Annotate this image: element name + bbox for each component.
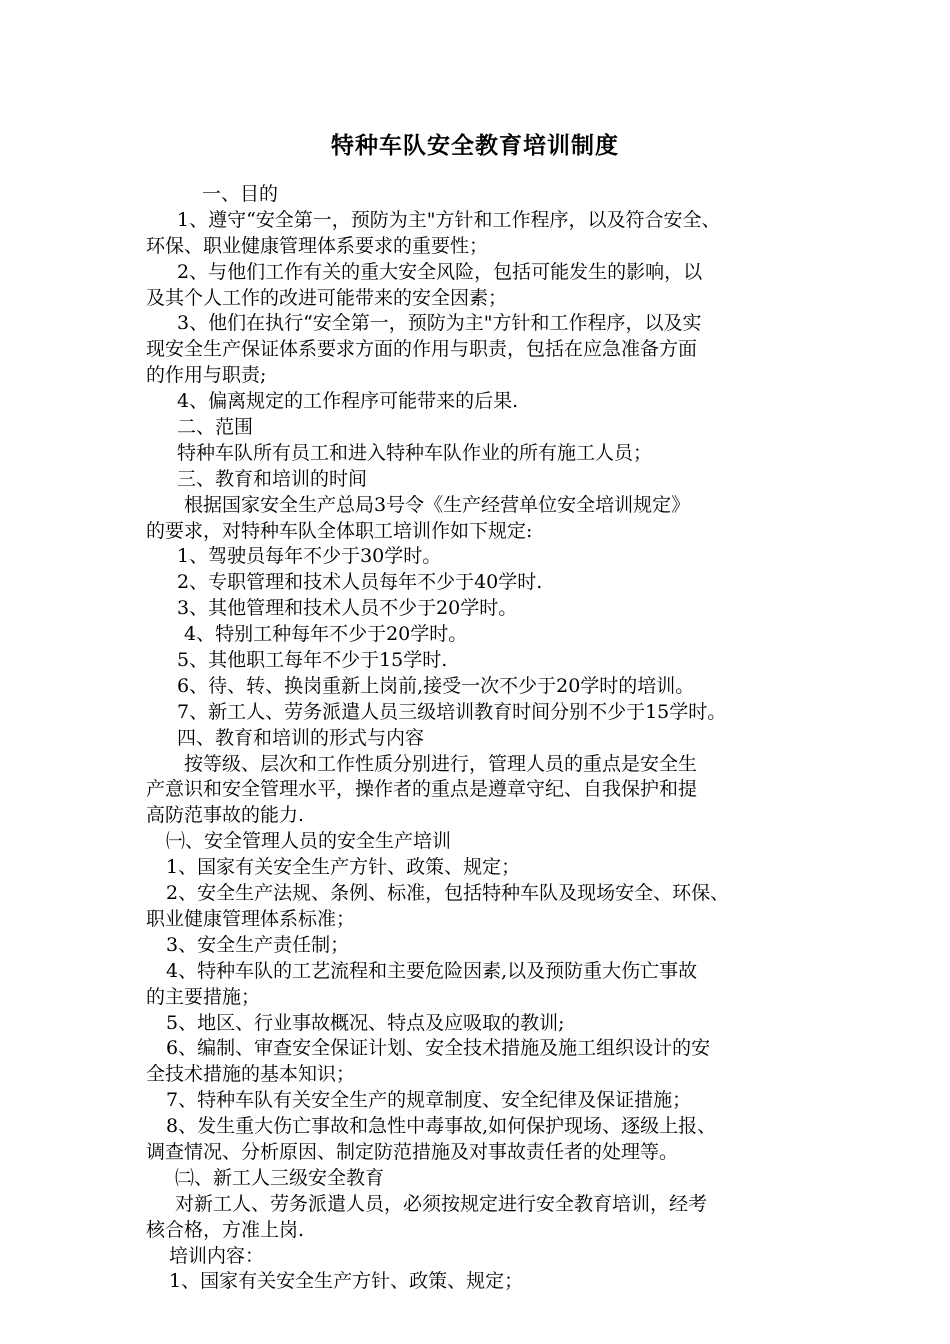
paragraph-line: 的作用与职责; [146, 364, 267, 387]
paragraph-line: 的主要措施； [146, 985, 261, 1008]
paragraph-line: 对新工人、劳务派遣人员，必须按规定进行安全教育培训，经考 [175, 1192, 708, 1215]
page-title: 特种车队安全教育培训制度 [331, 133, 619, 159]
paragraph-line: 职业健康管理体系标准； [146, 907, 356, 930]
paragraph-line: 高防范事故的能力. [146, 804, 305, 827]
subsection-heading: ㈡、新工人三级安全教育 [175, 1166, 385, 1189]
paragraph-line: 培训内容： [169, 1244, 265, 1267]
paragraph-line: 核合格，方准上岗. [146, 1218, 305, 1241]
paragraph-line: 环保、职业健康管理体系要求的重要性； [146, 234, 489, 257]
list-item: 3、安全生产责任制； [166, 933, 350, 956]
paragraph-line: 1、遵守“安全第一，预防为主"方针和工作程序，以及符合安全、 [177, 208, 721, 231]
list-item: 1、国家有关安全生产方针、政策、规定； [166, 856, 521, 879]
list-item: 1、驾驶员每年不少于30学时。 [177, 545, 442, 568]
subsection-heading: ㈠、安全管理人员的安全生产培训 [166, 830, 452, 853]
section-heading-purpose: 一、目的 [202, 183, 279, 205]
list-item: 1、国家有关安全生产方针、政策、规定； [169, 1270, 524, 1293]
paragraph-line: 特种车队所有员工和进入特种车队作业的所有施工人员； [177, 441, 653, 464]
paragraph-line: 4、偏离规定的工作程序可能带来的后果. [177, 390, 519, 413]
list-item: 2、专职管理和技术人员每年不少于40学时. [177, 571, 543, 594]
paragraph-line: 根据国家安全生产总局3号令《生产经营单位安全培训规定》 [184, 493, 691, 516]
list-item: 7、特种车队有关安全生产的规章制度、安全纪律及保证措施； [166, 1089, 692, 1112]
section-heading-form-content: 四、教育和培训的形式与内容 [177, 726, 425, 749]
paragraph-line: 2、与他们工作有关的重大安全风险，包括可能发生的影响，以 [177, 260, 703, 283]
paragraph-line: 全技术措施的基本知识； [146, 1063, 356, 1086]
list-item: 8、发生重大伤亡事故和急性中毒事故,如何保护现场、逐级上报、 [166, 1115, 717, 1138]
list-item: 6、待、转、换岗重新上岗前,接受一次不少于20学时的培训。 [177, 674, 695, 697]
paragraph-line: 及其个人工作的改进可能带来的安全因素； [146, 286, 508, 309]
paragraph-line: 按等级、层次和工作性质分别进行，管理人员的重点是安全生 [184, 752, 698, 775]
list-item: 2、安全生产法规、条例、标准，包括特种车队及现场安全、环保、 [166, 882, 730, 905]
document-body [146, 182, 826, 1295]
list-item: 5、地区、行业事故概况、特点及应吸取的教训; [166, 1011, 565, 1034]
list-item: 4、特种车队的工艺流程和主要危险因素,以及预防重大伤亡事故 [166, 959, 698, 982]
list-item: 4、特别工种每年不少于20学时。 [184, 623, 468, 646]
list-item: 5、其他职工每年不少于15学时. [177, 649, 448, 672]
paragraph-line: 调查情况、分析原因、制定防范措施及对事故责任者的处理等。 [146, 1140, 679, 1163]
list-item: 3、其他管理和技术人员不少于20学时。 [177, 597, 518, 620]
paragraph-line: 的要求，对特种车队全体职工培训作如下规定: [146, 519, 533, 542]
paragraph-line: 现安全生产保证体系要求方面的作用与职责，包括在应急准备方面 [146, 338, 698, 361]
paragraph-line: 产意识和安全管理水平，操作者的重点是遵章守纪、自我保护和提 [146, 778, 698, 801]
paragraph-line: 3、他们在执行“安全第一，预防为主"方针和工作程序，以及实 [177, 312, 702, 335]
section-heading-scope: 二、范围 [177, 416, 254, 439]
section-heading-time: 三、教育和培训的时间 [177, 467, 368, 490]
list-item: 6、编制、审查安全保证计划、安全技术措施及施工组织设计的安 [166, 1037, 711, 1060]
list-item: 7、新工人、劳务派遣人员三级培训教育时间分别不少于15学时。 [177, 700, 727, 723]
